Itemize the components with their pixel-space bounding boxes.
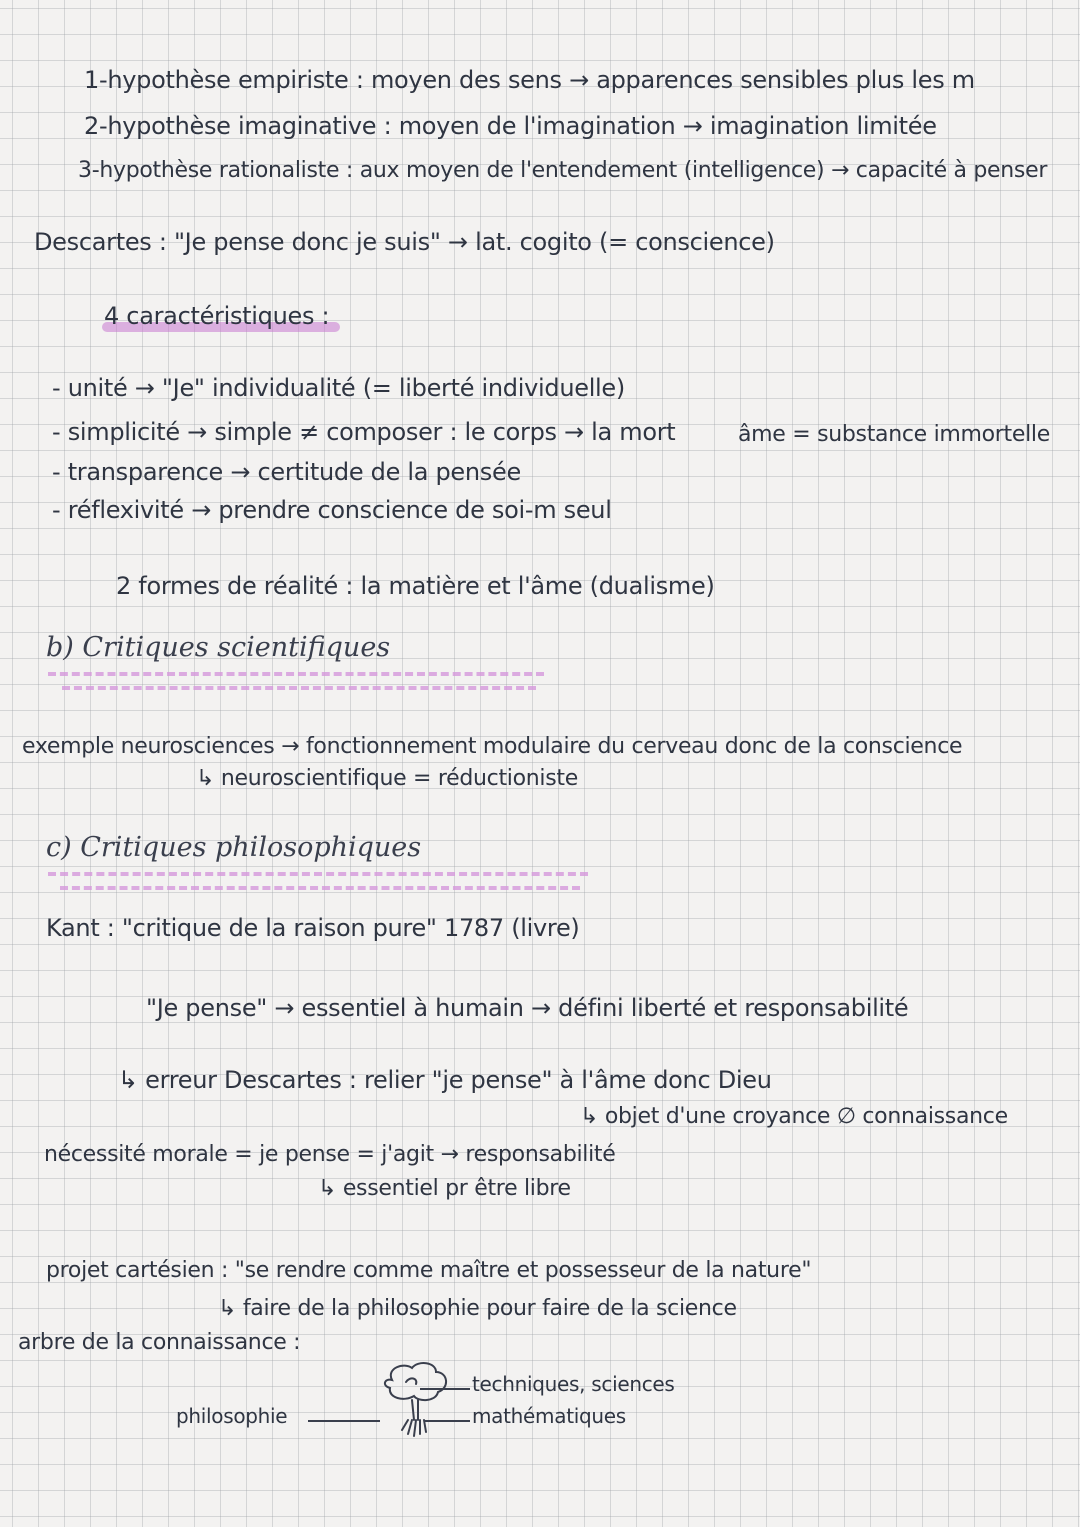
tree-philosophie-label: philosophie <box>176 1404 288 1428</box>
branches-connector <box>420 1386 470 1392</box>
trunk-connector <box>424 1418 470 1424</box>
characteristic-reflexivite: - réflexivité → prendre conscience de soi-m seul <box>52 496 612 524</box>
essentiel-libre-line: ↳ essentiel pr être libre <box>318 1176 571 1201</box>
projet-cartesien-line: projet cartésien : "se rendre comme maître et possesseur de la nature" <box>46 1258 812 1283</box>
hypothesis-2: 2-hypothèse imaginative : moyen de l'imagination → imagination limitée <box>84 112 937 140</box>
descartes-quote: Descartes : "Je pense donc je suis" → lat. cogito (= conscience) <box>34 228 775 256</box>
tree-icon <box>378 1360 468 1444</box>
characteristics-title: 4 caractéristiques : <box>104 302 330 330</box>
dualism-line: 2 formes de réalité : la matière et l'âme (dualisme) <box>116 572 715 600</box>
section-b-line-1: exemple neurosciences → fonctionnement modulaire du cerveau donc de la conscience <box>22 734 963 759</box>
je-pense-line: "Je pense" → essentiel à humain → défini liberté et responsabilité <box>146 994 909 1022</box>
faire-philosophie-line: ↳ faire de la philosophie pour faire de la science <box>218 1296 737 1321</box>
necessite-morale-line: nécessité morale = je pense = j'agit → responsabilité <box>44 1142 616 1167</box>
section-c-underline-2 <box>60 886 580 890</box>
characteristic-transparence: - transparence → certitude de la pensée <box>52 458 521 486</box>
tree-trunk-label: mathématiques <box>472 1404 626 1428</box>
section-b-line-2: ↳ neuroscientifique = réductioniste <box>196 766 578 791</box>
hypothesis-3: 3-hypothèse rationaliste : aux moyen de l'entendement (intelligence) → capacité à penser <box>78 158 1048 183</box>
soul-note: âme = substance immortelle <box>738 422 1050 447</box>
characteristic-unite: - unité → "Je" individualité (= liberté individuelle) <box>52 374 625 402</box>
erreur-descartes-line: ↳ erreur Descartes : relier "je pense" à l'âme donc Dieu <box>118 1066 772 1094</box>
philosophie-connector <box>308 1418 380 1424</box>
section-b-heading: b) Critiques scientifiques <box>46 632 391 663</box>
hypothesis-1: 1-hypothèse empiriste : moyen des sens → apparences sensibles plus les m <box>84 66 975 94</box>
section-c-underline <box>48 872 588 876</box>
section-b-underline-2 <box>62 686 536 690</box>
section-c-heading: c) Critiques philosophiques <box>46 832 422 863</box>
arbre-connaissance-line: arbre de la connaissance : <box>18 1330 301 1355</box>
characteristic-simplicite: - simplicité → simple ≠ composer : le corps → la mort <box>52 418 676 446</box>
section-b-underline <box>48 672 544 676</box>
tree-branches-label: techniques, sciences <box>472 1372 675 1396</box>
objet-croyance-line: ↳ objet d'une croyance ∅ connaissance <box>580 1104 1008 1129</box>
kant-line: Kant : "critique de la raison pure" 1787 (livre) <box>46 914 580 942</box>
